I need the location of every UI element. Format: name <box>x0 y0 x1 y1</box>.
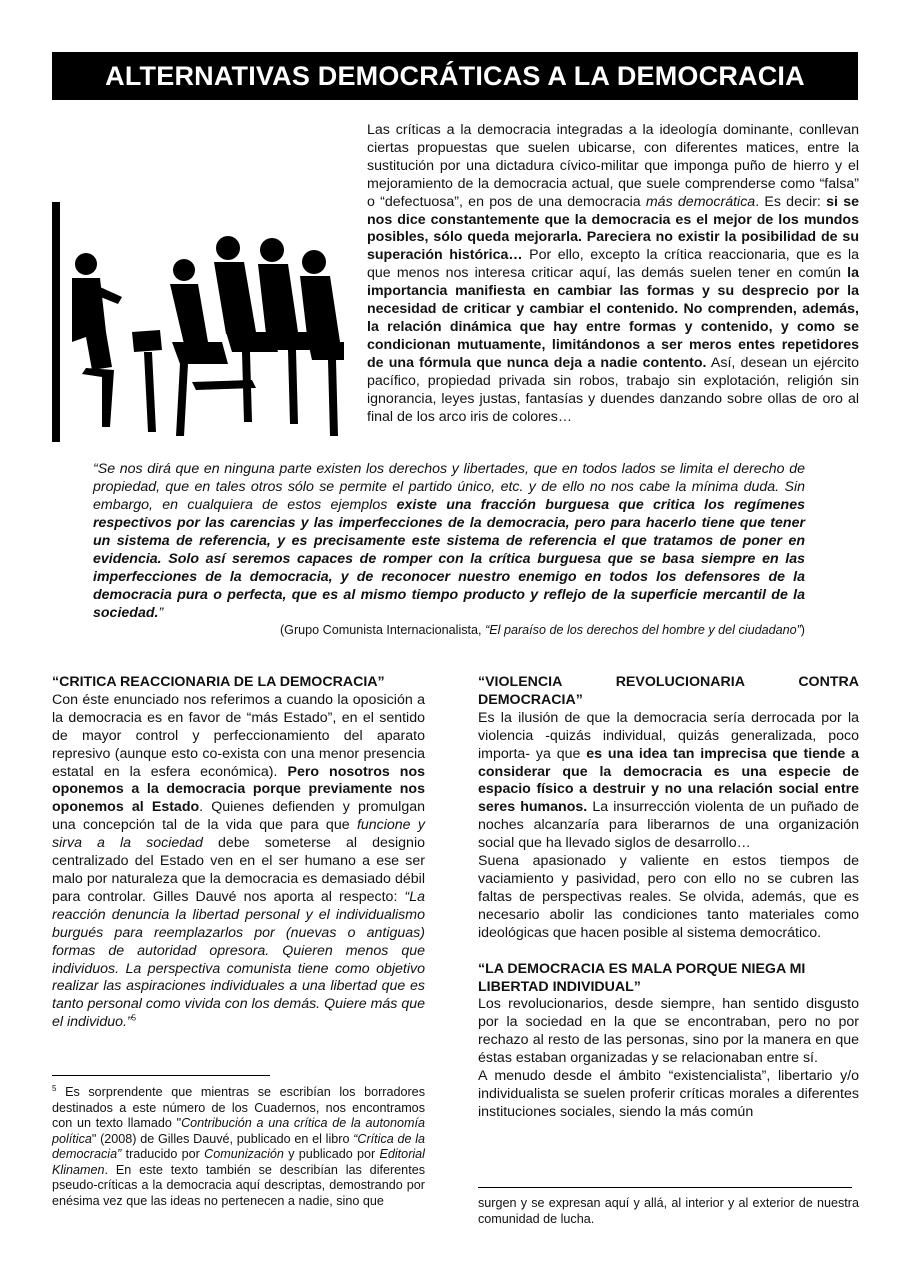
section-heading-violencia-end: DEMOCRACIA” <box>478 691 583 708</box>
section-heading-libertad: “LA DEMOCRACIA ES MALA PORQUE NIEGA MI LIBERTAD INDIVIDUAL” <box>478 960 806 995</box>
meeting-group-illustration <box>52 192 344 442</box>
section-body-libertad-2: A menudo desde el ámbito “existencialista”, libertario y/o individualista se suelen proferir críticas morales a diferentes instituciones sociales, siendo la más común <box>478 1068 859 1120</box>
right-column <box>478 674 859 1122</box>
section-heading-reaccionaria: “CRITICA REACCIONARIA DE LA DEMOCRACIA” <box>52 674 385 690</box>
quote-attribution: (Grupo Comunista Internacionalista, “El paraíso de los derechos del hombre y del ciudadano”) <box>279 623 805 637</box>
intro-paragraph: Las críticas a la democracia integradas a la ideología dominante, conllevan ciertas propuestas que suelen ubicarse, con diferentes matices, entre la sustitución por una dictadura cívico-militar que imponga puño de hierro y el mejoramiento de la democracia actual, que suele comprenderse como “falsa” o “defectuosa”, en pos de una democracia más democrática. Es decir: si se nos dice constantemente que la democracia es el mejor de los mundos posibles, sólo queda mejorarla. Pareciera no existir la posibilidad de su superación histórica… Por ello, excepto la crítica reaccionaria, que es la que menos nos interesa criticar aquí, las demás suelen tener en común la importancia manifiesta en cambiar las formas y su desprecio por la necesidad de criticar y cambiar el contenido. No comprenden, además, la relación dinámica que hay entre formas y contenido, y como se condicionan mutuamente, limitándonos a ser meros entes repetidores de una fórmula que nunca deja a nadie contento. Así, desean un ejército pacífico, propiedad privada sin robos, trabajo sin explotación, religión sin ignorancia, leyes justas, fantasías y duendes danzando sobre ollas de oro al final de los arco iris de colores… <box>367 122 860 425</box>
footnote-right: surgen y se expresan aquí y allá, al interior y al exterior de nuestra comunidad de lucha. <box>478 1196 859 1226</box>
section-heading-violencia: “VIOLENCIA REVOLUCIONARIA CONTRA <box>478 674 859 690</box>
footnote-divider <box>52 1075 270 1076</box>
title-banner <box>52 52 858 100</box>
left-column <box>52 674 425 1032</box>
section-body-violencia-2: Suena apasionado y valiente en estos tiempos de vaciamiento y pasividad, pero con ello no se cubren las faltas de perspectivas reales. Se olvida, además, que es necesario abolir las condiciones tanto materiales como ideológicas que hacen posible al sistema democrático. <box>478 853 859 941</box>
footnote-divider-right <box>478 1187 852 1188</box>
section-body-reaccionaria: Con éste enunciado nos referimos a cuando la oposición a la democracia es en favor de “más Estado”, en el sentido de mayor control y perfeccionamiento del aparato represivo (aunque esto co-exista con una menor presencia estatal en la esfera económica). Pero nosotros nos oponemos a la democracia porque previamente nos oponemos al Estado. Quienes defienden y promulgan una concepción tal de la vida que para que funcione y sirva a la sociedad debe someterse al designio centralizado del Estado ven en el ser humano a ese ser malo por naturaleza que la democracia es demasiado débil para controlar. Gilles Dauvé nos aporta al respecto: “La reacción denuncia la libertad personal y el individualismo burgués para reemplazarlos por (nuevas o antiguas) formas de autoridad opresora. Quieren menos que individuos. La perspectiva comunista tiene como objetivo realizar las aspiraciones individuales a una libertad que es tanto personal como vivida con los demás. Quiere más que el individuo.”$^5$ <box>52 691 426 1031</box>
section-body-libertad: Los revolucionarios, desde siempre, han sentido disgusto por la sociedad en la que se encontraban, pero no por rechazo al resto de las personas, sino por la manera en que éstas estaban organizadas y se relacionaban entre sí. <box>478 996 859 1067</box>
footnote-left: $^5$ Es sorprendente que mientras se escribían los borradores destinados a este número de los Cuadernos, nos encontramos con un texto llamado "Contribución a una crítica de la autonomía política" (2008) de Gilles Dauvé, publicado en el libro “Crítica de la democracia” traducido por Comunización y publicado por Editorial Klinamen. En este texto también se describían las diferentes pseudo-críticas a la democracia aquí descriptas, demostrando por enésima vez que las ideas no pertenecen a nadie, sino que <box>52 1083 425 1208</box>
footnote-marker[interactable]: 5 <box>131 1013 137 1023</box>
page-title: ALTERNATIVAS DEMOCRÁTICAS A LA DEMOCRACIA <box>105 60 805 91</box>
section-body-violencia: Es la ilusión de que la democracia sería derrocada por la violencia -quizás individual, quizás generalizada, poco importa- ya que es una idea tan imprecisa que tiende a considerar que la democracia es una especie de espacio físico a destruir y no una relación social entre seres humanos. La insurrección violenta de un puñado de noches alcanzaría para liberarnos de una organización social que ha llevado siglos de desarrollo… <box>478 709 859 852</box>
block-quote: “Se nos dirá que en ninguna parte existen los derechos y libertades, que en todos lados se limita el derecho de propiedad, que en tales otros sólo se permite el partido único, etc. y de ello no nos cabe la mínima duda. Sin embargo, en cualquiera de estos ejemplos existe una fracción burguesa que critica los regímenes respectivos por las carencias y las imperfecciones de la democracia, pero para hacerlo tiene que tener un sistema de referencia, y es precisamente este sistema de referencia el que tratamos de poner en evidencia. Solo así seremos capaces de romper con la crítica burguesa que se basa siempre en las imperfecciones de la democracia, y de reconocer nuestro enemigo en todos los defensores de la democracia pura o perfecta, que es al mismo tiempo producto y reflejo de la superficie mercantil de la sociedad.” <box>93 461 805 621</box>
